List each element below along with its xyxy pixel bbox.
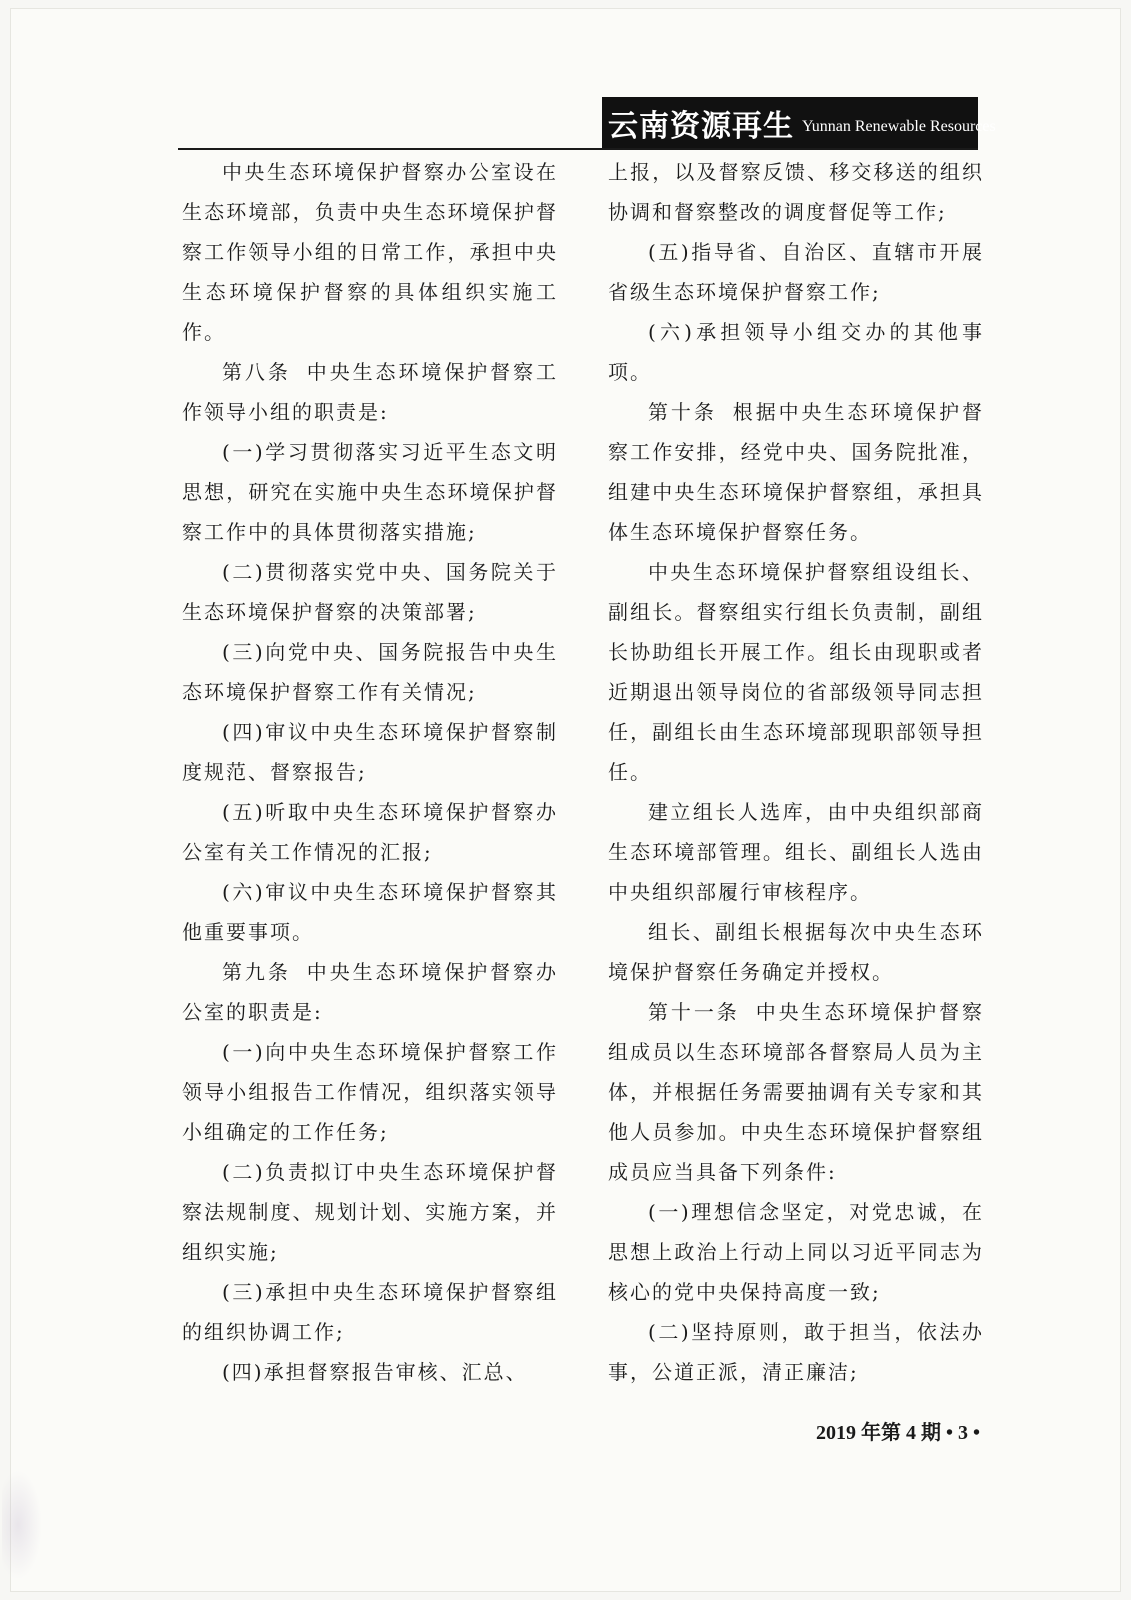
paragraph [182,152,558,352]
left-text-column [182,152,558,1392]
paragraph-text: (四)承担督察报告审核、汇总、 [222,1360,528,1384]
paragraph [182,952,558,1032]
paragraph-text: (一)理想信念坚定，对党忠诚，在思想上政治上行动上同以习近平同志为核心的党中央保持高度一致; [608,1200,984,1304]
article-number: 第九条 [222,960,291,984]
paragraph-text: 组长、副组长根据每次中央生态环境保护督察任务确定并授权。 [608,920,984,984]
paragraph [608,1312,984,1392]
header-divider [178,148,978,150]
paragraph-text: (五)指导省、自治区、直辖市开展省级生态环境保护督察工作; [608,240,984,304]
paragraph [608,392,984,552]
paragraph-text: (二)坚持原则，敢于担当，依法办事，公道正派，清正廉洁; [608,1320,984,1384]
paragraph [182,1272,558,1352]
article-number: 第十一条 [648,1000,740,1024]
paragraph-text: 上报，以及督察反馈、移交移送的组织协调和督察整改的调度督促等工作; [608,160,984,224]
paragraph [182,872,558,952]
paragraph [182,552,558,632]
journal-title-english: Yunnan Renewable Resources [802,118,996,135]
article-number: 第十条 [648,400,717,424]
paragraph [608,232,984,312]
paragraph-text: 中央生态环境保护督察办公室设在生态环境部，负责中央生态环境保护督察工作领导小组的日常工作，承担中央生态环境保护督察的具体组织实施工作。 [182,160,558,344]
journal-title-chinese: 云南资源再生 [608,109,794,144]
paragraph-text: 根据中央生态环境保护督察工作安排，经党中央、国务院批准，组建中央生态环境保护督察组，承担具体生态环境保护督察任务。 [608,400,985,544]
paragraph [182,1352,558,1392]
paragraph [608,552,984,792]
paragraph-text: 建立组长人选库，由中央组织部商生态环境部管理。组长、副组长人选由中央组织部履行审核程序。 [608,800,984,904]
paragraph [182,712,558,792]
paragraph [608,312,984,392]
article-number: 第八条 [222,360,291,384]
paragraph-text: (一)学习贯彻落实习近平生态文明思想，研究在实施中央生态环境保护督察工作中的具体贯彻落实措施; [182,440,558,544]
paragraph [182,1152,558,1272]
paragraph-text: 中央生态环境保护督察组成员以生态环境部各督察局人员为主体，并根据任务需要抽调有关专家和其他人员参加。中央生态环境保护督察组成员应当具备下列条件: [608,1000,985,1184]
paragraph-text: (二)贯彻落实党中央、国务院关于生态环境保护督察的决策部署; [182,560,558,624]
paragraph [608,1192,984,1312]
paragraph [182,792,558,872]
right-text-column [608,152,984,1392]
paragraph [608,152,984,232]
page-footer-issue: 2019 年第 4 期 • 3 • [815,1422,980,1444]
paragraph-text: 中央生态环境保护督察组设组长、副组长。督察组实行组长负责制，副组长协助组长开展工作。组长由现职或者近期退出领导岗位的省部级领导同志担任，副组长由生态环境部现职部领导担任。 [608,560,984,784]
paragraph [608,792,984,912]
paragraph-text: 中央生态环境保护督察工作领导小组的职责是: [182,360,559,424]
library-stamp-mark [2,1470,42,1580]
paragraph-text: (六)审议中央生态环境保护督察其他重要事项。 [182,880,558,944]
paragraph-text: (四)审议中央生态环境保护督察制度规范、督察报告; [182,720,558,784]
paragraph [608,912,984,992]
paragraph [182,632,558,712]
paragraph-text: (一)向中央生态环境保护督察工作领导小组报告工作情况，组织落实领导小组确定的工作任务; [182,1040,558,1144]
paragraph [608,992,984,1192]
paragraph-text: 中央生态环境保护督察办公室的职责是: [182,960,559,1024]
paragraph-text: (三)向党中央、国务院报告中央生态环境保护督察工作有关情况; [182,640,558,704]
paragraph-text: (二)负责拟订中央生态环境保护督察法规制度、规划计划、实施方案，并组织实施; [182,1160,558,1264]
paragraph [182,352,558,432]
journal-header-banner [602,97,996,149]
paragraph [182,1032,558,1152]
paragraph-text: (五)听取中央生态环境保护督察办公室有关工作情况的汇报; [182,800,558,864]
paragraph-text: (六)承担领导小组交办的其他事项。 [608,320,984,384]
paragraph-text: (三)承担中央生态环境保护督察组的组织协调工作; [182,1280,558,1344]
paragraph [182,432,558,552]
